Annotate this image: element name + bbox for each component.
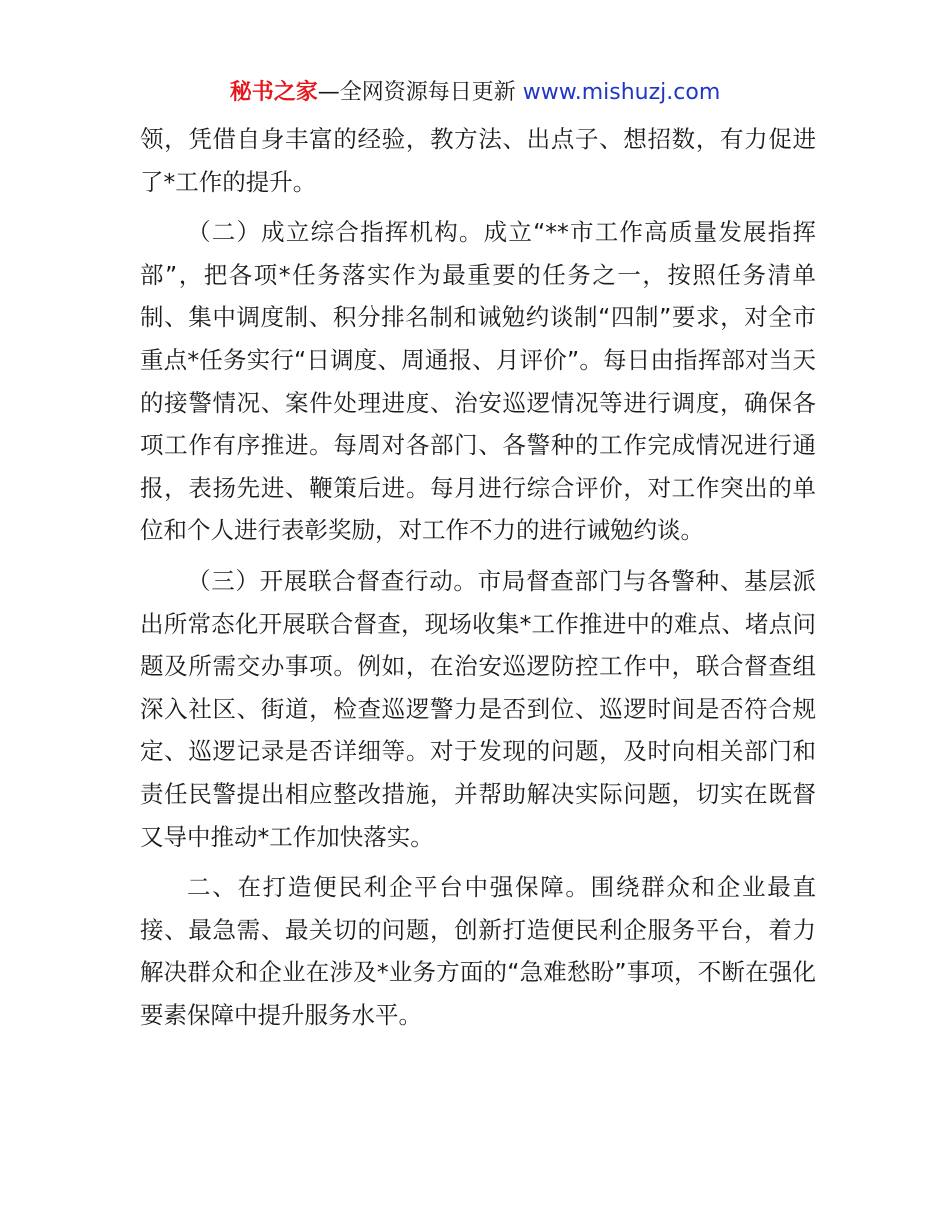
brand-name: 秘书之家 bbox=[229, 80, 318, 105]
page-header bbox=[0, 78, 950, 108]
paragraph-continuation: 领，凭借自身丰富的经验，教方法、出点子、想招数，有力促进了*工作的提升。 bbox=[140, 125, 816, 196]
header-tagline: —全网资源每日更新 bbox=[317, 80, 523, 105]
paragraph-part-2: 二、在打造便民利企平台中强保障。围绕群众和企业最直接、最急需、最关切的问题，创新打造便民利企服务平台，着力解决群众和企业在涉及*业务方面的“急难愁盼”事项，不断在强化要素保障中提升服务水平。 bbox=[140, 873, 816, 1029]
paragraph-section-3: （三）开展联合督查行动。市局督查部门与各警种、基层派出所常态化开展联合督查，现场收集*工作推进中的难点、堵点问题及所需交办事项。例如，在治安巡逻防控工作中，联合督查组深入社区、街道，检查巡逻警力是否到位、巡逻时间是否符合规定、巡逻记录是否详细等。对于发现的问题，及时向相关部门和责任民警提出相应整改措施，并帮助解决实际问题，切实在既督又导中推动*工作加快落实。 bbox=[140, 566, 816, 851]
document-body bbox=[140, 118, 816, 1036]
paragraph-section-2: （二）成立综合指挥机构。成立“**市工作高质量发展指挥部”，把各项*任务落实作为最重要的任务之一，按照任务清单制、集中调度制、积分排名制和诫勉约谈制“四制”要求，对全市重点*任务实行“日调度、周通报、月评价”。每日由指挥部对当天的接警情况、案件处理进度、治安巡逻情况等进行调度，确保各项工作有序推进。每周对各部门、各警种的工作完成情况进行通报，表扬先进、鞭策后进。每月进行综合评价，对工作突出的单位和个人进行表彰奖励，对工作不力的进行诫勉约谈。 bbox=[140, 218, 816, 545]
website-link[interactable]: www.mishuzj.com bbox=[522, 80, 721, 105]
